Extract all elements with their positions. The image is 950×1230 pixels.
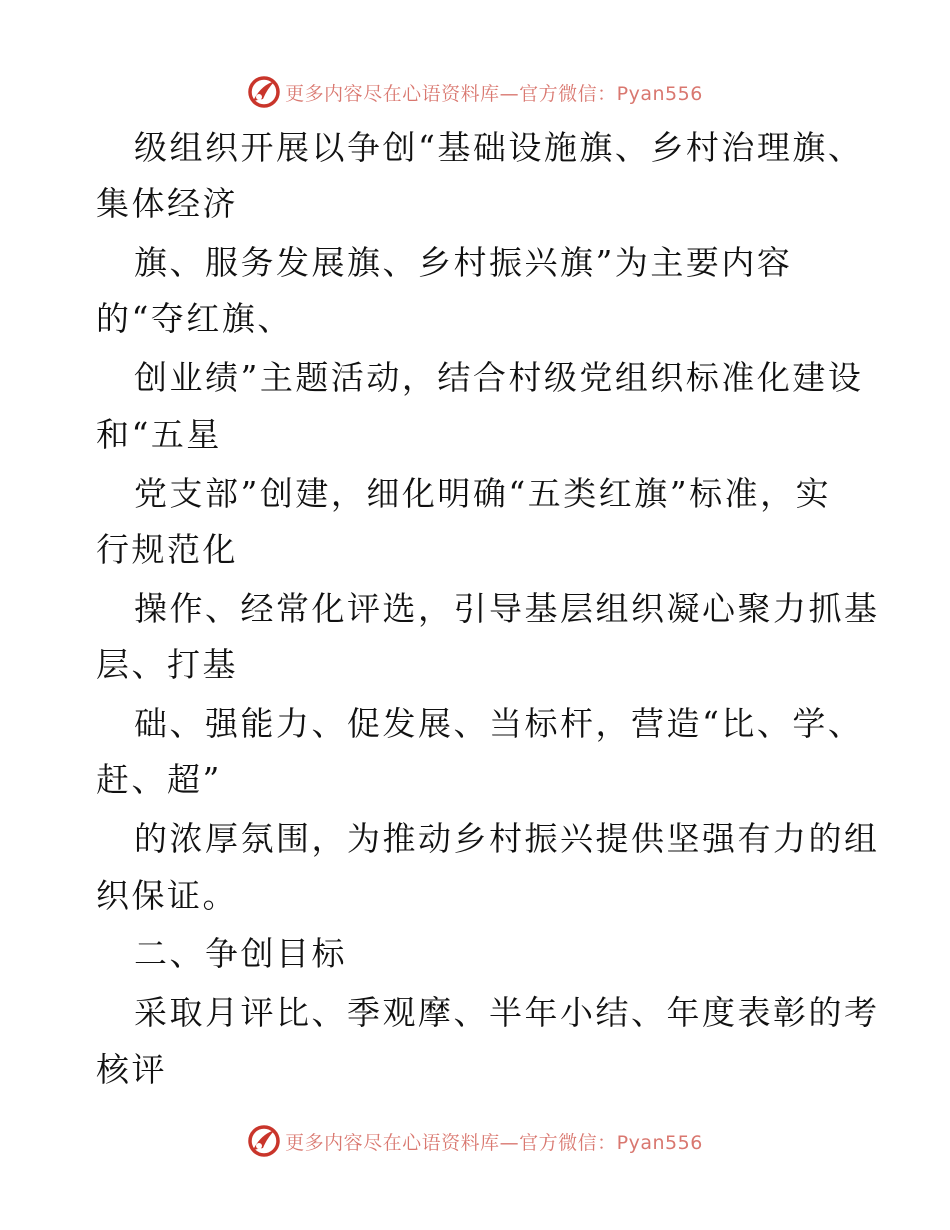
body-line: 赶、超” <box>96 760 222 799</box>
body-line: 采取月评比、季观摩、半年小结、年度表彰的考 <box>134 993 880 1032</box>
section-heading: 二、争创目标 <box>134 934 347 973</box>
body-line: 的“夺红旗、 <box>96 299 293 338</box>
brush-seal-logo-icon <box>247 1124 281 1158</box>
body-line: 的浓厚氛围，为推动乡村振兴提供坚强有力的组 <box>134 819 880 858</box>
footer-watermark <box>0 1121 950 1161</box>
brush-seal-logo-icon <box>247 75 281 109</box>
body-line: 行规范化 <box>96 530 238 569</box>
body-line: 集体经济 <box>96 184 238 223</box>
header-watermark <box>0 72 950 112</box>
body-line: 级组织开展以争创“基础设施旗、乡村治理旗、 <box>134 128 864 167</box>
watermark-text: 更多内容尽在心语资料库—官方微信：Pyan556 <box>285 1131 703 1154</box>
body-line: 创业绩”主题活动，结合村级党组织标准化建设 <box>134 358 864 397</box>
body-line: 础、强能力、促发展、当标杆，营造“比、学、 <box>134 704 864 743</box>
body-line: 旗、服务发展旗、乡村振兴旗”为主要内容 <box>134 243 793 282</box>
body-line: 织保证。 <box>96 876 238 915</box>
body-line: 核评 <box>96 1050 167 1089</box>
watermark-text: 更多内容尽在心语资料库—官方微信：Pyan556 <box>285 82 703 105</box>
body-line: 操作、经常化评选，引导基层组织凝心聚力抓基 <box>134 589 880 628</box>
body-line: 和“五星 <box>96 415 222 454</box>
body-line: 层、打基 <box>96 645 238 684</box>
body-line: 党支部”创建，细化明确“五类红旗”标准，实 <box>134 474 832 513</box>
